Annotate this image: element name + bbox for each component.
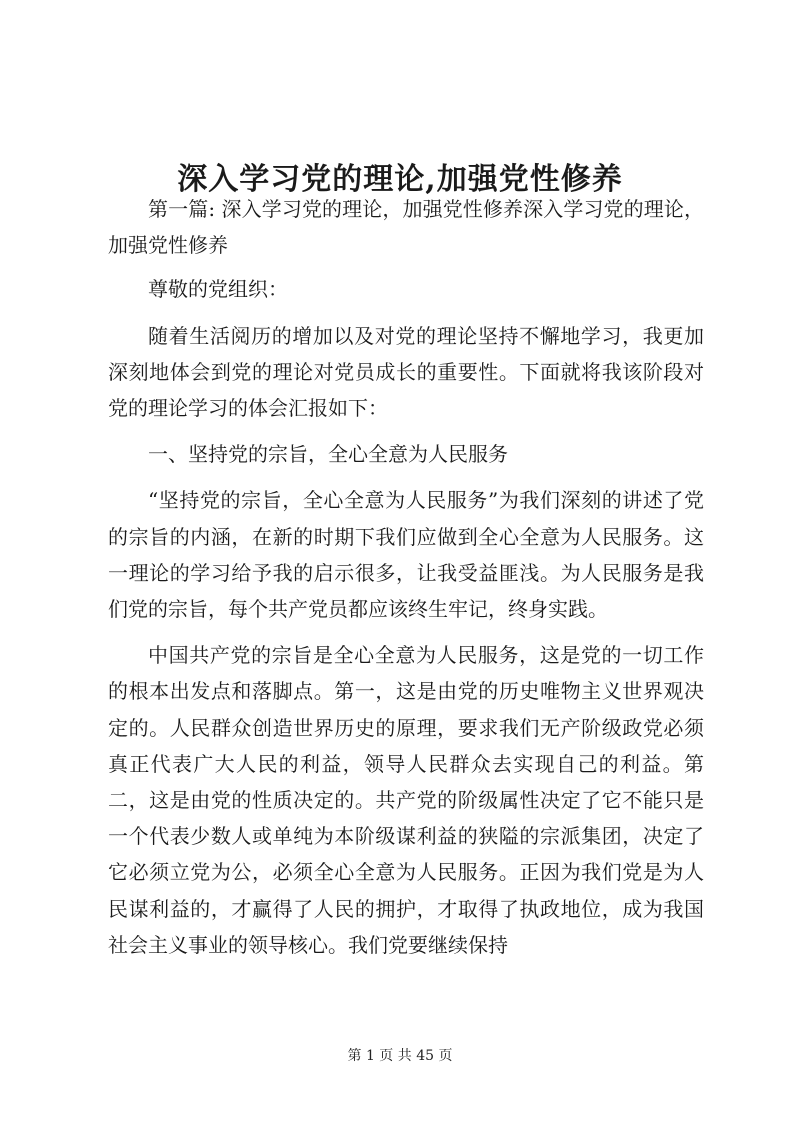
paragraph-heading-line: 第一篇: 深入学习党的理论，加强党性修养深入学习党的理论，加强党性修养	[108, 197, 704, 258]
paragraph-section-heading: 一、坚持党的宗旨，全心全意为人民服务	[148, 442, 508, 467]
paragraph-purpose: 中国共产党的宗旨是全心全意为人民服务，这是党的一切工作的根本出发点和落脚点。第一，这是由党的历史唯物主义世界观决定的。人民群众创造世界历史的原理，要求我们无产阶级政党必须真正代表广大人民的利益，领导人民群众去实现自己的利益。第二，这是由党的性质决定的。共产党的阶级属性决定了它不能只是一个代表少数人或单纯为本阶级谋利益的狭隘的宗派集团，决定了它必须立党为公，必须全心全意为人民服务。正因为我们党是为人民谋利益的，才赢得了人民的拥护，才取得了执政地位，成为我国社会主义事业的领导核心。我们党要继续保持	[108, 643, 704, 957]
document-title: 深入学习党的理论,加强党性修养	[177, 162, 623, 198]
document-body	[108, 191, 704, 973]
paragraph-salutation: 尊敬的党组织：	[148, 277, 288, 302]
paragraph-quote: “坚持党的宗旨，全心全意为人民服务”为我们深刻的讲述了党的宗旨的内涵，在新的时期下我们应做到全心全意为人民服务。这一理论的学习给予我的启示很多，让我受益匪浅。为人民服务是我们党的宗旨，每个共产党员都应该终生牢记，终身实践。	[108, 488, 704, 622]
paragraph-intro: 随着生活阅历的增加以及对党的理论坚持不懈地学习，我更加深刻地体会到党的理论对党员成长的重要性。下面就将我该阶段对党的理论学习的体会汇报如下：	[108, 323, 704, 421]
page-number-footer: 第 1 页 共 45 页	[347, 1048, 453, 1064]
